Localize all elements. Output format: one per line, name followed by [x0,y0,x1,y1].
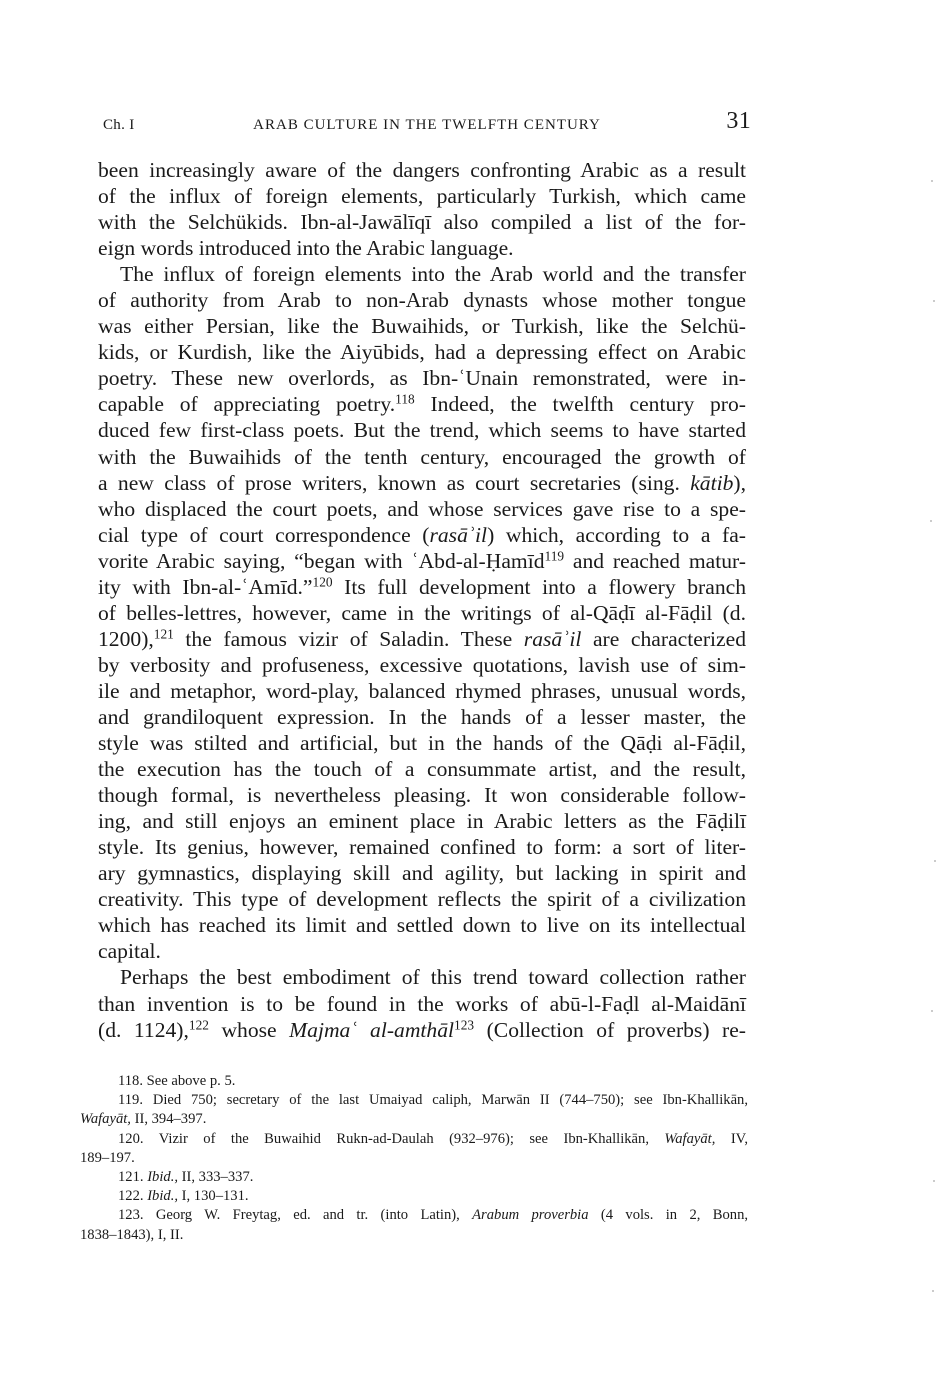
footnote-122: 122. Ibid., I, 130–131. [118,1188,249,1205]
running-title: ARAB CULTURE IN THE TWELFTH CENTURY [253,117,601,133]
scan-speck [932,1290,934,1292]
scan-speck [933,1180,935,1182]
footnotes [80,1072,748,1245]
text-line: with the Selchükids. Ibn-al-Jawālīqī also compiled a list of the for- [98,210,746,235]
text-line: poetry. These new overlords, as Ibn-ʿUnain remonstrated, were in- [98,366,746,391]
text-line: style was stilted and artificial, but in the hands of the Qāḍi al-Fāḍil, [98,731,746,756]
scan-speck [930,520,932,522]
text-line: a new class of prose writers, known as court secretaries (sing. kātib), [98,470,746,495]
text-line: ile and metaphor, word-play, balanced rhymed phrases, unusual words, [98,678,746,703]
title-majma: Majmaʿ al-amthāl [289,1017,455,1042]
scan-speck [931,1010,933,1012]
footnote-ref-120[interactable]: 120 [312,574,333,590]
running-header [103,108,751,144]
footnote-ref-123[interactable]: 123 [454,1017,475,1033]
text-line: who displaced the court poets, and whose services gave rise to a spe- [98,496,746,521]
scan-speck [931,180,933,182]
text-line: with the Buwaihids of the tenth century, encouraged the growth of [98,444,746,469]
scan-speck [933,300,935,302]
text-line: vorite Arabic saying, “began with ʿAbd-al-Ḥamīd$^{119}$ and reached matur- [98,548,746,573]
text-line: duced few first-class poets. But the trend, which seems to have started [98,418,746,443]
footnote-118: 118. See above p. 5. [118,1073,236,1089]
scan-speck [934,860,936,862]
text-line: though formal, is nevertheless pleasing. It won considerable follow- [98,783,746,808]
text-line: the execution has the touch of a consummate artist, and the result, [98,757,746,782]
text-line: eign words introduced into the Arabic language. [98,236,514,261]
text-line: ary gymnastics, displaying skill and agility, but lacking in spirit and [98,861,746,886]
term-katib: kātib [690,470,734,495]
text-line: The influx of foreign elements into the Arab world and the transfer [120,262,746,287]
text-line: and grandiloquent expression. In the hands of a lesser master, the [98,704,746,729]
paragraph-3 [98,964,746,1042]
text-line: (d. 1124),$^{122}$ whose Majmaʿ al-amthāl$^{123}$ (Collection of proverbs) re- [98,1017,747,1042]
footnote-123-cont: 1838–1843), I, II. [80,1226,184,1243]
text-line: kids, or Kurdish, like the Aiyūbids, had a depressing effect on Arabic [98,340,746,365]
paragraph-2 [98,261,746,964]
text-line: ing, and still enjoys an eminent place in Arabic letters as the Fāḍilī [98,809,746,834]
footnote-120: 120. Vizir of the Buwaihid Rukn-ad-Daulah (932–976); see Ibn-Khallikān, Wafayāt, IV, [118,1130,748,1147]
text-line: ity with Ibn-al-ʿAmīd.”$^{120}$ Its full development into a flowery branch [98,574,747,599]
text-line: Perhaps the best embodiment of this trend toward collection rather [120,965,746,990]
term-rasail: rasāʾil [429,522,488,547]
text-line: capable of appreciating poetry.$^{118}$ Indeed, the twelfth century pro- [98,392,746,417]
text-line: was either Persian, like the Buwaihids, or Turkish, like the Selchü- [98,314,746,339]
text-line: of belles-lettres, however, came in the writings of al-Qāḍī al-Fāḍil (d. [98,600,746,625]
footnote-ref-121[interactable]: 121 [153,626,174,642]
text-line: than invention is to be found in the works of abū-l-Faḍl al-Maidānī [98,991,746,1016]
text-line: been increasingly aware of the dangers confronting Arabic as a result [98,158,746,182]
footnote-ref-118[interactable]: 118 [395,392,415,408]
footnote-ref-122[interactable]: 122 [188,1017,209,1033]
text-line: of the influx of foreign elements, particularly Turkish, which came [98,184,746,209]
text-line: cial type of court correspondence (rasāʾil) which, according to a fa- [98,522,746,547]
footnote-120-cont: 189–197. [80,1149,135,1166]
text-line: capital. [98,939,161,964]
text-line: by verbosity and profuseness, excessive quotations, lavish use of sim- [98,652,746,677]
text-line: of authority from Arab to non-Arab dynasts whose mother tongue [98,288,746,313]
footnote-121: 121. Ibid., II, 333–337. [118,1169,254,1186]
term-rasail: rasāʾil [523,626,582,651]
paragraph-1 [98,157,746,261]
footnote-ref-119[interactable]: 119 [544,548,565,564]
chapter-label: Ch. I [103,117,135,133]
main-text [98,157,746,1043]
text-line: creativity. This type of development reflects the spirit of a civilization [98,887,746,912]
footnote-119: 119. Died 750; secretary of the last Umaiyad caliph, Marwān II (744–750); see Ibn-Khallikān, [118,1092,748,1109]
page-number: 31 [726,108,751,134]
text-line: 1200),$^{121}$ the famous vizir of Saladin. These rasāʾil are characterized [98,626,746,651]
text-line: style. Its genius, however, remained confined to form: a sort of liter- [98,835,746,860]
footnote-123: 123. Georg W. Freytag, ed. and tr. (into Latin), Arabum proverbia (4 vols. in 2, Bonn, [118,1207,749,1224]
footnote-119-cont: Wafayāt, II, 394–397. [80,1111,207,1128]
text-line: which has reached its limit and settled down to live on its intellectual [98,913,746,938]
